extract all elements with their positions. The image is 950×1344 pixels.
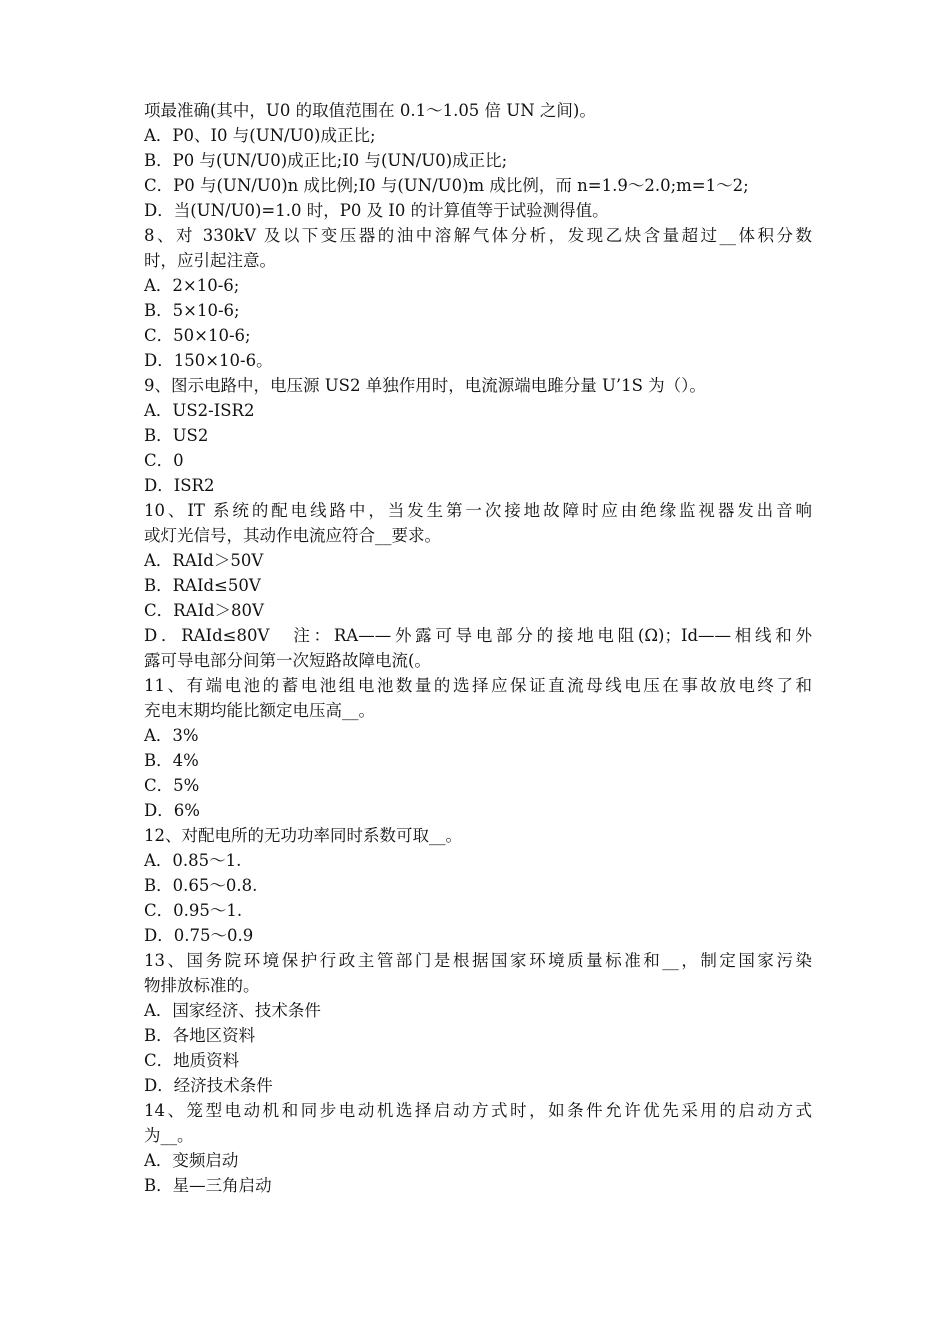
text-line: D．ISR2 xyxy=(144,476,215,495)
text-line: B．RAId≤50V xyxy=(144,576,261,595)
text-line: A．P0、I0 与(UN/U0)成正比; xyxy=(144,126,376,145)
text-line: D．RAId≤80V 注：RA——外露可导电部分的接地电阻(Ω)；Id——相线和外 xyxy=(144,626,812,645)
text-line: A．US2-ISR2 xyxy=(144,401,255,420)
text-line: C．0 xyxy=(144,451,184,470)
text-line: C．0.95～1. xyxy=(144,901,243,920)
text-line: 12、对配电所的无功功率同时系数可取__。 xyxy=(144,826,462,845)
text-line: D．150×10-6。 xyxy=(144,351,273,370)
text-line: C．5% xyxy=(144,776,200,795)
text-line: D．当(UN/U0)=1.0 时，P0 及 I0 的计算值等于试验测得值。 xyxy=(144,201,609,220)
text-line: B．US2 xyxy=(144,426,209,445)
text-line: 充电末期均能比额定电压高__。 xyxy=(144,701,375,720)
text-line: A．变频启动 xyxy=(144,1151,239,1170)
text-line: 为__。 xyxy=(144,1126,194,1145)
text-line: D．0.75～0.9 xyxy=(144,926,254,945)
text-line: D．6% xyxy=(144,801,200,820)
text-line: B．5×10-6; xyxy=(144,301,240,320)
text-line: 项最准确(其中，U0 的取值范围在 0.1～1.05 倍 UN 之间)。 xyxy=(144,101,596,120)
text-line: 11、有端电池的蓄电池组电池数量的选择应保证直流母线电压在事故放电终了和 xyxy=(144,676,812,695)
text-line: 9、图示电路中，电压源 US2 单独作用时，电流源端电雎分量 U’1S 为（）。 xyxy=(144,376,706,395)
text-line: B．各地区资料 xyxy=(144,1026,256,1045)
text-line: B．4% xyxy=(144,751,199,770)
text-line: C．50×10-6; xyxy=(144,326,251,345)
text-line: A．3% xyxy=(144,726,199,745)
text-line: B．星—三角启动 xyxy=(144,1176,272,1195)
document-page xyxy=(144,98,812,1198)
text-line: B．0.65～0.8. xyxy=(144,876,258,895)
text-line: A．RAId＞50V xyxy=(144,551,264,570)
text-line: B．P0 与(UN/U0)成正比;I0 与(UN/U0)成正比; xyxy=(144,151,508,170)
text-line: 14、笼型电动机和同步电动机选择启动方式时，如条件允许优先采用的启动方式 xyxy=(144,1101,812,1120)
text-line: 或灯光信号，其动作电流应符合__要求。 xyxy=(144,526,441,545)
text-line: A．0.85～1. xyxy=(144,851,242,870)
text-line: C．地质资料 xyxy=(144,1051,240,1070)
text-line: A．2×10-6; xyxy=(144,276,240,295)
text-line: 8、对 330kV 及以下变压器的油中溶解气体分析，发现乙炔含量超过__体积分数 xyxy=(144,226,812,245)
text-line: 露可导电部分间第一次短路故障电流(。 xyxy=(144,651,431,670)
text-line: 时，应引起注意。 xyxy=(144,251,276,270)
text-line: C．P0 与(UN/U0)n 成比例;I0 与(UN/U0)m 成比例，而 n=1.9～2.0;m=1～2; xyxy=(144,176,749,195)
text-line: 13、国务院环境保护行政主管部门是根据国家环境质量标准和__，制定国家污染 xyxy=(144,951,812,970)
text-line: C．RAId＞80V xyxy=(144,601,264,620)
text-line: 10、IT 系统的配电线路中，当发生第一次接地故障时应由绝缘监视器发出音响 xyxy=(144,501,812,520)
text-line: A．国家经济、技术条件 xyxy=(144,1001,321,1020)
text-line: 物排放标准的。 xyxy=(144,976,260,995)
text-line: D．经济技术条件 xyxy=(144,1076,273,1095)
